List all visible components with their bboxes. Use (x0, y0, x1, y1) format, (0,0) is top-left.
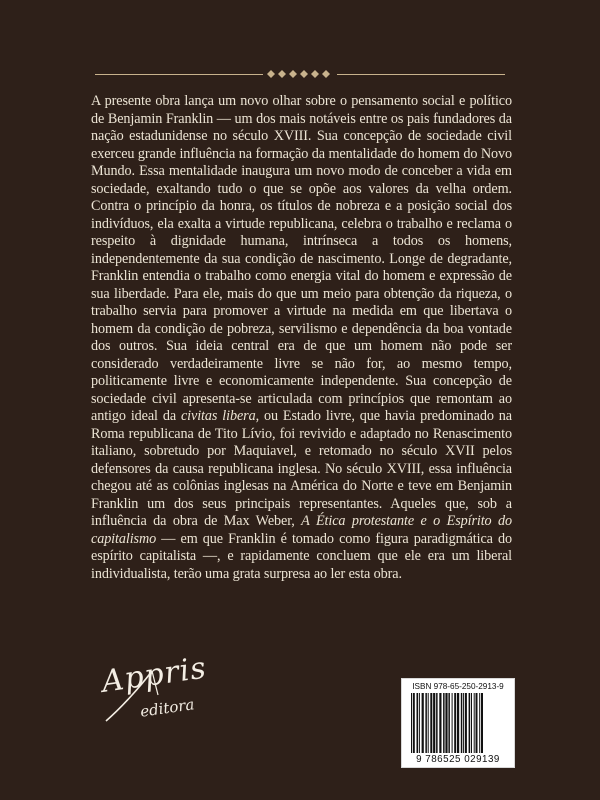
barcode-bar (461, 693, 463, 753)
synopsis-part-3: — em que Franklin é tomado como figura paradigmática do espírito capitalista —, e rapidamente concluem que ele era um liberal individualista, terão uma grata surpresa ao ler esta obra. (91, 530, 512, 582)
back-cover-synopsis (91, 93, 512, 583)
barcode-bar (433, 693, 435, 753)
synopsis-part-2: , ou Estado livre, que havia predominado na Roma republicana de Tito Lívio, foi revivido e adaptado no Renascimento italiano, sobretudo por Maquiavel, e retomado no século XVII pelos defensores da causa republicana inglesa. No século XVIII, essa influência chegou até as colônias inglesas na América do Norte e teve em Benjamin Franklin um dos seus principais representantes. Aqueles que, sob a influência da obra de Max Weber, (91, 408, 512, 529)
barcode-bar (457, 693, 459, 753)
isbn-label: ISBN 978-65-250-2913-9 (412, 682, 504, 691)
barcode-bar (417, 693, 419, 753)
barcode-bar (413, 693, 415, 753)
barcode-bar (443, 693, 445, 753)
barcode-bar (430, 693, 432, 753)
decorative-ornament (0, 66, 600, 82)
civitas-libera-term: civitas libera (180, 408, 256, 424)
barcode-bar (469, 693, 471, 753)
barcode-bar (422, 693, 424, 753)
barcode-bar (465, 693, 467, 753)
barcode-bar (476, 693, 478, 753)
barcode-digits: 9 786525 029139 (416, 754, 500, 765)
barcode-bar (479, 693, 480, 753)
ornament-diamonds-icon (263, 66, 337, 82)
barcode-bar (419, 693, 420, 753)
barcode-bar (428, 693, 429, 753)
barcode-bar (439, 693, 441, 753)
publisher-name: Appris (99, 650, 209, 700)
barcode-bar (411, 693, 412, 753)
barcode-bar (448, 693, 450, 753)
synopsis-part-1: A presente obra lança um novo olhar sobre o pensamento social e político de Benjamin Franklin — um dos mais notáveis entre os pais fundadores da nação estadunidense no século XVIII. Sua concepção de sociedade civil exerceu grande influência na formação da mentalidade do homem do Novo Mundo. Essa mentalidade inaugura um novo modo de conceber a vida em sociedade, exaltando tudo o que se opõe aos valores da velha ordem. Contra o princípio da honra, os títulos de nobreza e a posição social dos indivíduos, ela exalta a virtude republicana, celebra o trabalho e reclama o respeito à dignidade humana, intrínseca a todos os homens, independentemente da sua condição de nascimento. Longe de degradante, Franklin entendia o trabalho como energia vital do homem e expressão de sua liberdade. Para ele, mais do que um meio para obtenção da riqueza, o trabalho servia para promover a virtude na medida em que libertava o homem da condição de pobreza, servilismo e dependência da boa vontade dos outros. Sua ideia central era de que um homem não pode ser considerado verdadeiramente livre se não for, ao mesmo tempo, politicamente livre e economicamente independente. Sua concepção de sociedade civil apresenta-se articulada com princípios que remontam ao antigo ideal da (91, 93, 512, 424)
barcode-bar (463, 693, 464, 753)
barcode-bar (425, 693, 427, 753)
publisher-subtitle: editora (139, 695, 196, 721)
barcode-bar (471, 693, 472, 753)
weber-book-title: A Ética protestante e o Espírito do capitalismo (91, 513, 512, 547)
barcode-bar (452, 693, 453, 753)
barcode-bar (436, 693, 438, 753)
isbn-barcode (401, 678, 515, 768)
ornament-left-rule (95, 74, 263, 75)
publisher-logo (92, 650, 212, 737)
barcode-bar (445, 693, 447, 753)
barcode-bars (409, 693, 509, 753)
ornament-right-rule (337, 74, 505, 75)
barcode-bar (474, 693, 475, 753)
barcode-bar (481, 693, 483, 753)
barcode-bar (454, 693, 456, 753)
